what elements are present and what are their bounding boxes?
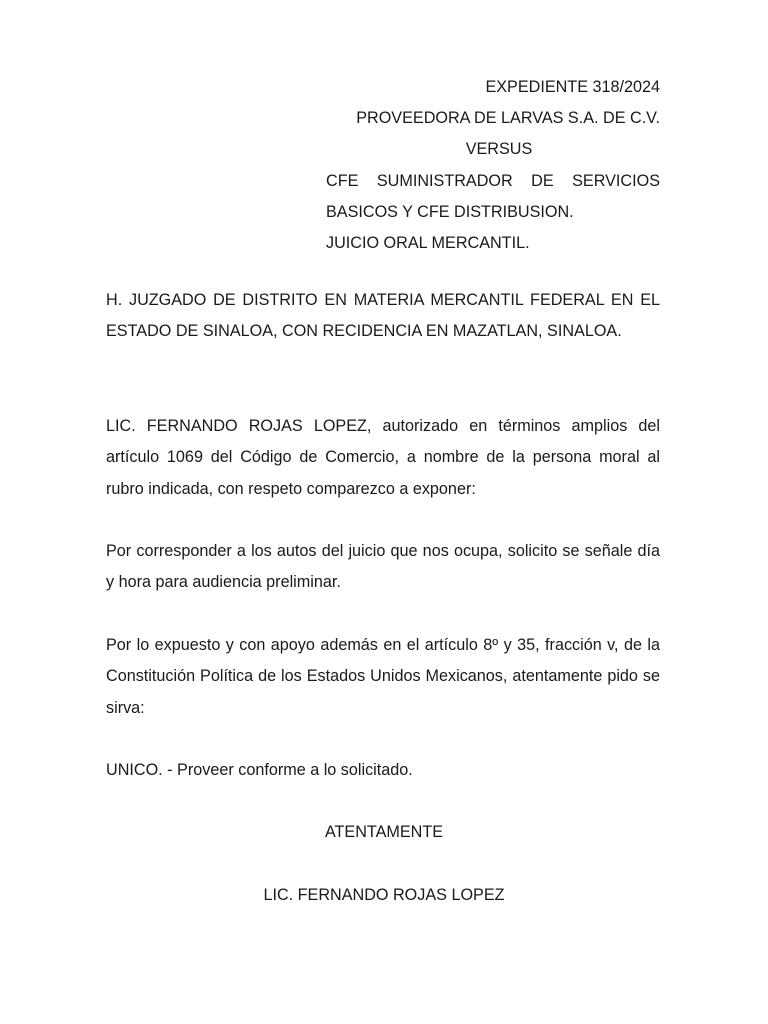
case-header	[326, 72, 660, 259]
court-address-paragraph: H. JUZGADO DE DISTRITO EN MATERIA MERCANTIL FEDERAL EN EL ESTADO DE SINALOA, CON RECIDENCIA EN MAZATLAN, SINALOA.	[106, 291, 660, 341]
signature-name: LIC. FERNANDO ROJAS LOPEZ	[263, 886, 505, 904]
defendant-name-line-1: CFE SUMINISTRADOR DE SERVICIOS	[326, 171, 660, 190]
petition-point: UNICO. - Proveer conforme a lo solicitado.	[106, 761, 413, 779]
introduction-paragraph: LIC. FERNANDO ROJAS LOPEZ, autorizado en términos amplios del artículo 1069 del Código de Comercio, a nombre de la persona moral al rubro indicada, con respeto comparezco a exponer:	[106, 417, 660, 498]
request-paragraph: Por corresponder a los autos del juicio que nos ocupa, solicito se señale día y hora para audiencia preliminar.	[106, 542, 660, 592]
versus-label: VERSUS	[465, 140, 533, 159]
trial-type: JUICIO ORAL MERCANTIL.	[326, 234, 530, 253]
defendant-name-line-2: BASICOS Y CFE DISTRIBUSION.	[326, 202, 574, 221]
plaintiff-name: PROVEEDORA DE LARVAS S.A. DE C.V.	[356, 109, 660, 128]
legal-basis-paragraph: Por lo expuesto y con apoyo además en el artículo 8º y 35, fracción v, de la Constitución Política de los Estados Unidos Mexicanos, atentamente pido se sirva:	[106, 636, 660, 717]
case-number: EXPEDIENTE 318/2024	[485, 78, 660, 96]
closing-salutation: ATENTAMENTE	[324, 823, 444, 841]
